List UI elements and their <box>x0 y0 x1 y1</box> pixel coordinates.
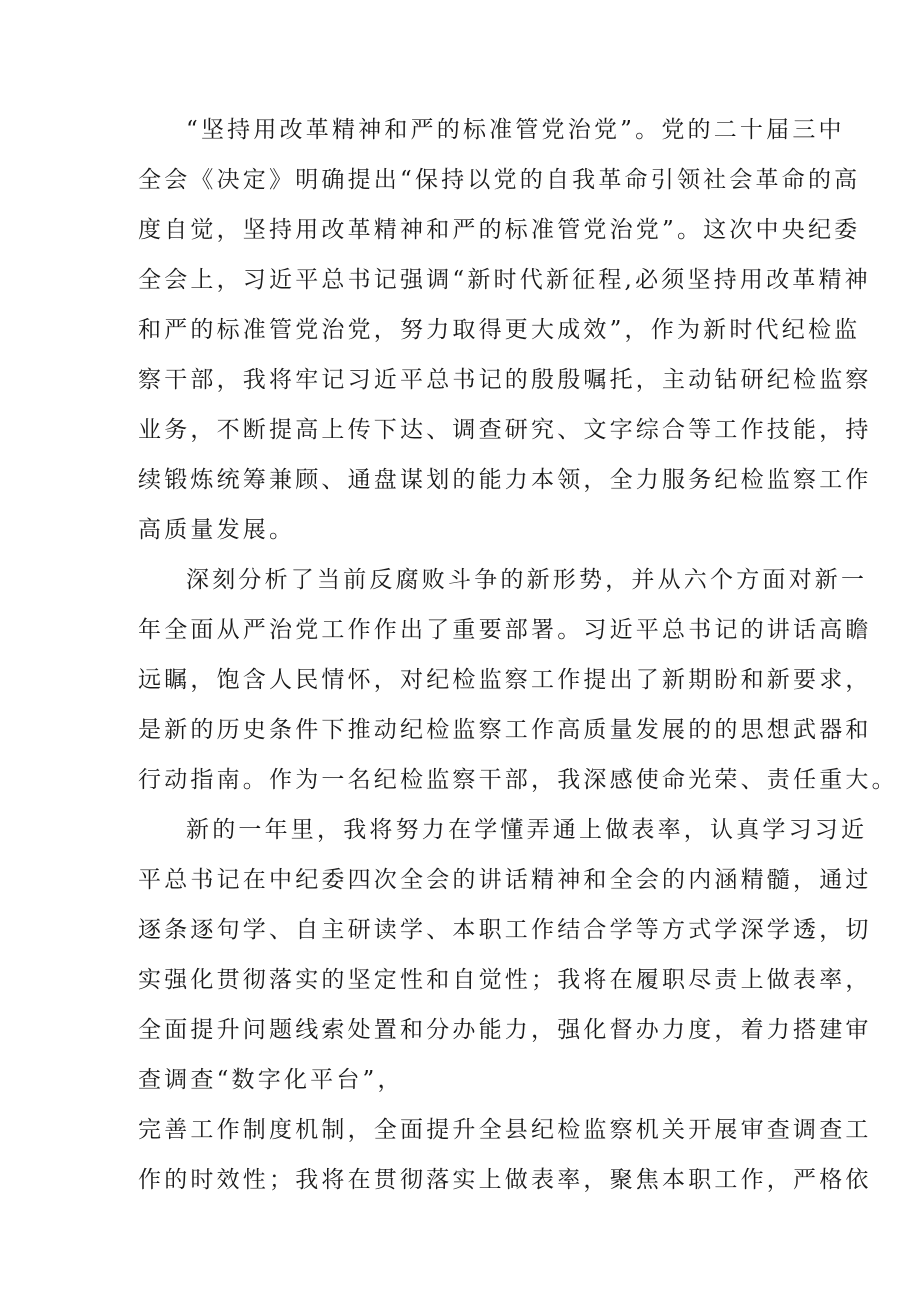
paragraph-3-line-5: 全面提升问题线索处置和分办能力，强化督办力度，着力搭建审 <box>138 1017 872 1043</box>
paragraph-3-line-2: 平总书记在中纪委四次全会的讲话精神和全会的内涵精髓，通过 <box>138 867 872 893</box>
paragraph-3-line-3: 逐条逐句学、自主研读学、本职工作结合学等方式学深学透，切 <box>138 917 872 943</box>
paragraph-4-line-1: 完善工作制度机制，全面提升全县纪检监察机关开展审查调查工 <box>138 1117 872 1143</box>
paragraph-2-line-4: 是新的历史条件下推动纪检监察工作高质量发展的的思想武器和 <box>138 717 872 743</box>
paragraph-2-line-3: 远瞩，饱含人民情怀，对纪检监察工作提出了新期盼和新要求， <box>138 667 872 693</box>
paragraph-2-line-2: 年全面从严治党工作作出了重要部署。习近平总书记的讲话高瞻 <box>138 617 872 643</box>
paragraph-1-line-4: 全会上，习近平总书记强调“新时代新征程,必须坚持用改革精神 <box>138 267 871 293</box>
paragraph-1-line-3: 度自觉，坚持用改革精神和严的标准管党治党”。这次中央纪委 <box>138 217 861 243</box>
paragraph-1-line-9: 高质量发展。 <box>138 517 296 543</box>
paragraph-3-line-1: 新的一年里，我将努力在学懂弄通上做表率，认真学习习近 <box>186 817 868 843</box>
paragraph-3-line-6: 查调查“数字化平台”， <box>138 1067 404 1093</box>
paragraph-2-line-1: 深刻分析了当前反腐败斗争的新形势，并从六个方面对新一 <box>186 567 868 593</box>
paragraph-1-line-8: 续锻炼统筹兼顾、通盘谋划的能力本领，全力服务纪检监察工作 <box>138 467 872 493</box>
paragraph-3-line-4: 实强化贯彻落实的坚定性和自觉性；我将在履职尽责上做表率， <box>138 967 872 993</box>
paragraph-1-line-5: 和严的标准管党治党，努力取得更大成效”，作为新时代纪检监 <box>138 317 861 343</box>
paragraph-1-line-1: “坚持用改革精神和严的标准管党治党”。党的二十届三中 <box>186 117 845 143</box>
paragraph-4-line-2: 作的时效性；我将在贯彻落实上做表率，聚焦本职工作，严格依 <box>138 1167 872 1193</box>
paragraph-1-line-6: 察干部，我将牢记习近平总书记的殷殷嘱托，主动钻研纪检监察 <box>138 367 872 393</box>
paragraph-1-line-7: 业务，不断提高上传下达、调查研究、文字综合等工作技能，持 <box>138 417 872 443</box>
paragraph-2-line-5: 行动指南。作为一名纪检监察干部，我深感使命光荣、责任重大。 <box>138 767 898 793</box>
paragraph-1-line-2: 全会《决定》明确提出“保持以党的自我革命引领社会革命的高 <box>138 167 861 193</box>
